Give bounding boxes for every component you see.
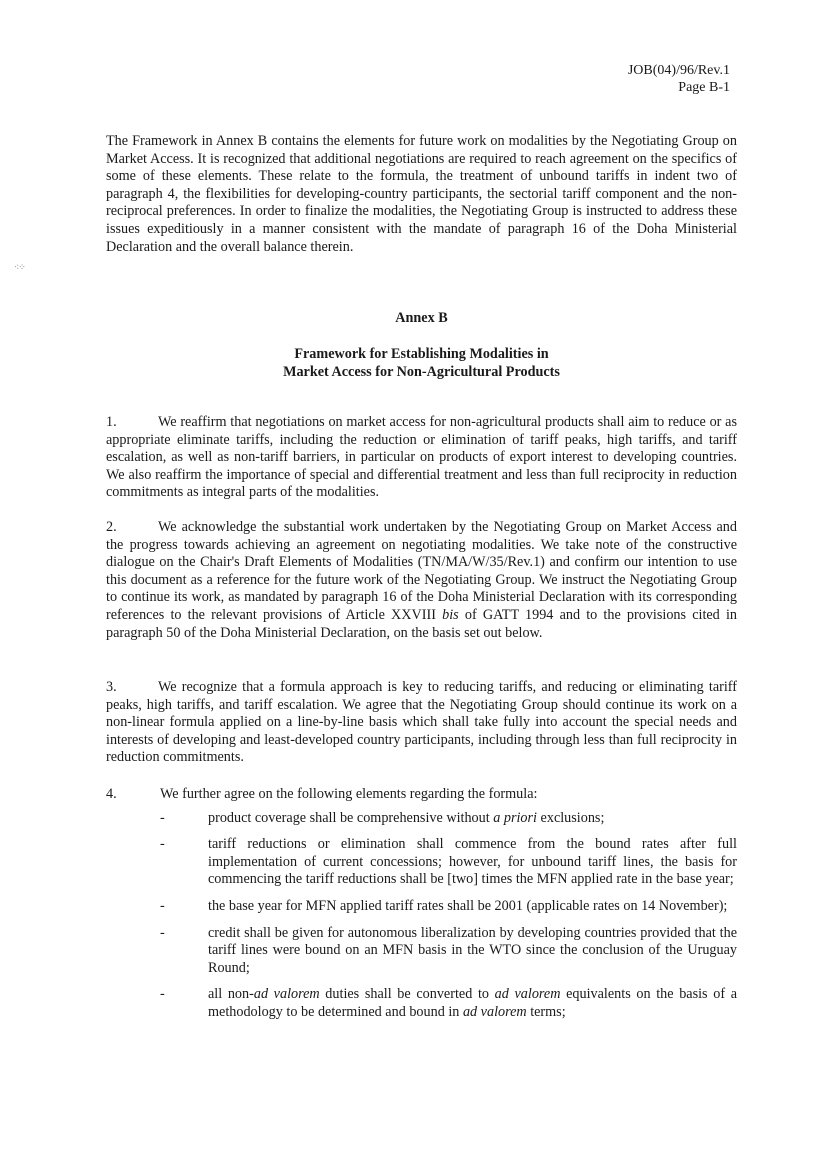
- text-run-italic: ad valorem: [494, 986, 561, 1003]
- page-number: Page B-1: [678, 80, 730, 95]
- list-dash: -: [160, 809, 165, 826]
- text-run-italic: ad valorem: [462, 1003, 527, 1020]
- doc-symbol: JOB(04)/96/Rev.1: [627, 63, 730, 78]
- list-item-text: [208, 986, 737, 1021]
- intro-paragraph: The Framework in Annex B contains the elements for future work on modalities by the Negotiating Group on Market Access. It is recognized that additional negotiations are required to reach agreement on the specifics of some of these elements. These relate to the formula, the treatment of unbound tariffs in indent two of paragraph 4, the flexibilities for developing-country participants, the sectorial tariff component and the non-reciprocal preferences. In order to finalize the modalities, the Negotiating Group is instructed to address these issues expeditiously in a manner consistent with the mandate of paragraph 16 of the Doha Ministerial Declaration and the overall balance therein.: [106, 133, 737, 255]
- framework-title: [106, 345, 737, 381]
- list-item-text: the base year for MFN applied tariff rates shall be 2001 (applicable rates on 14 November);: [208, 897, 728, 914]
- paragraph-number: 2.: [106, 519, 117, 535]
- paragraph-2: [106, 519, 737, 642]
- framework-title-line2: Market Access for Non-Agricultural Products: [283, 364, 560, 380]
- annex-title: Annex B: [395, 310, 448, 326]
- text-run: duties shall be converted to: [319, 986, 495, 1003]
- paragraph-text: We reaffirm that negotiations on market access for non-agricultural products shall aim to reduce or as appropriate eliminate tariffs, including the reduction or elimination of tariff peaks, high tariffs, and tariff escalation, as well as non-tariff barriers, in particular on products of export interest to developing countries. We also reaffirm the importance of special and differential treatment and less than full reciprocity in reduction commitments as integral parts of the modalities.: [106, 414, 737, 501]
- paragraph-text: We recognize that a formula approach is key to reducing tariffs, and reducing or eliminating tariff peaks, high tariffs, and tariff escalation. We agree that the Negotiating Group should continue its work on a non-linear formula applied on a line-by-line basis which shall take fully into account the special needs and interests of developing and least-developed country participants, including through less than full reciprocity in reduction commitments.: [106, 679, 737, 766]
- paragraph-text: We further agree on the following elements regarding the formula:: [160, 786, 538, 802]
- paragraph-4: [106, 786, 737, 1031]
- list-dash: -: [160, 836, 165, 853]
- formula-elements-list: [106, 810, 737, 1022]
- text-run: exclusions;: [537, 809, 605, 826]
- text-run: product coverage shall be comprehensive without: [208, 809, 494, 826]
- list-item: [106, 810, 737, 828]
- list-dash: -: [160, 924, 165, 941]
- list-item: [106, 898, 737, 916]
- document-reference: [628, 62, 730, 96]
- list-item-text: [208, 810, 737, 828]
- scan-artifact-mark: ⁖⁘: [14, 262, 25, 272]
- text-run-italic: ad valorem: [253, 986, 320, 1003]
- paragraph-3: [106, 679, 737, 767]
- text-run: equivalents on the basis of a methodology to be determined and bound in: [208, 986, 738, 1020]
- paragraph-number: 4.: [106, 786, 117, 802]
- paragraph-number: 3.: [106, 679, 117, 695]
- paragraph-number: 1.: [106, 414, 117, 430]
- text-run: all non-: [208, 986, 254, 1003]
- paragraph-1: [106, 414, 737, 502]
- paragraph-4-lead: [106, 786, 737, 804]
- list-item: [106, 836, 737, 889]
- list-dash: -: [160, 897, 165, 914]
- paragraph-text: We acknowledge the substantial work undertaken by the Negotiating Group on Market Access and the progress towards achieving an agreement on negotiating modalities. We take note of the constructive dialogue on the Chair's Draft Elements of Modalities (TN/MA/W/35/Rev.1) and confirm our intention to use this document as a reference for the future work of the Negotiating Group. We instruct the Negotiating Group to continue its work, as mandated by paragraph 16 of the Doha Ministerial Declaration with its corresponding references to the relevant provisions of Article XXVIII: [106, 519, 737, 623]
- list-item-text: credit shall be given for autonomous liberalization by developing countries provided that the tariff lines were bound on an MFN basis in the WTO since the conclusion of the Uruguay Round;: [208, 924, 737, 976]
- list-item: [106, 925, 737, 978]
- framework-title-line1: Framework for Establishing Modalities in: [294, 346, 549, 362]
- list-item-text: tariff reductions or elimination shall commence from the bound rates after full implementation of current concessions; however, for unbound tariff lines, the basis for commencing the tariff reductions shall be [two] times the MFN applied rate in the base year;: [208, 836, 737, 888]
- list-item: [106, 986, 737, 1021]
- paragraph-text: of GATT 1994 and to the provisions cited in paragraph 50 of the Doha Ministerial Declaration, on the basis set out below.: [106, 606, 737, 641]
- list-dash: -: [160, 986, 165, 1003]
- paragraph-text-italic: bis: [442, 606, 459, 623]
- text-run-italic: a priori: [493, 809, 537, 826]
- text-run: terms;: [526, 1003, 566, 1020]
